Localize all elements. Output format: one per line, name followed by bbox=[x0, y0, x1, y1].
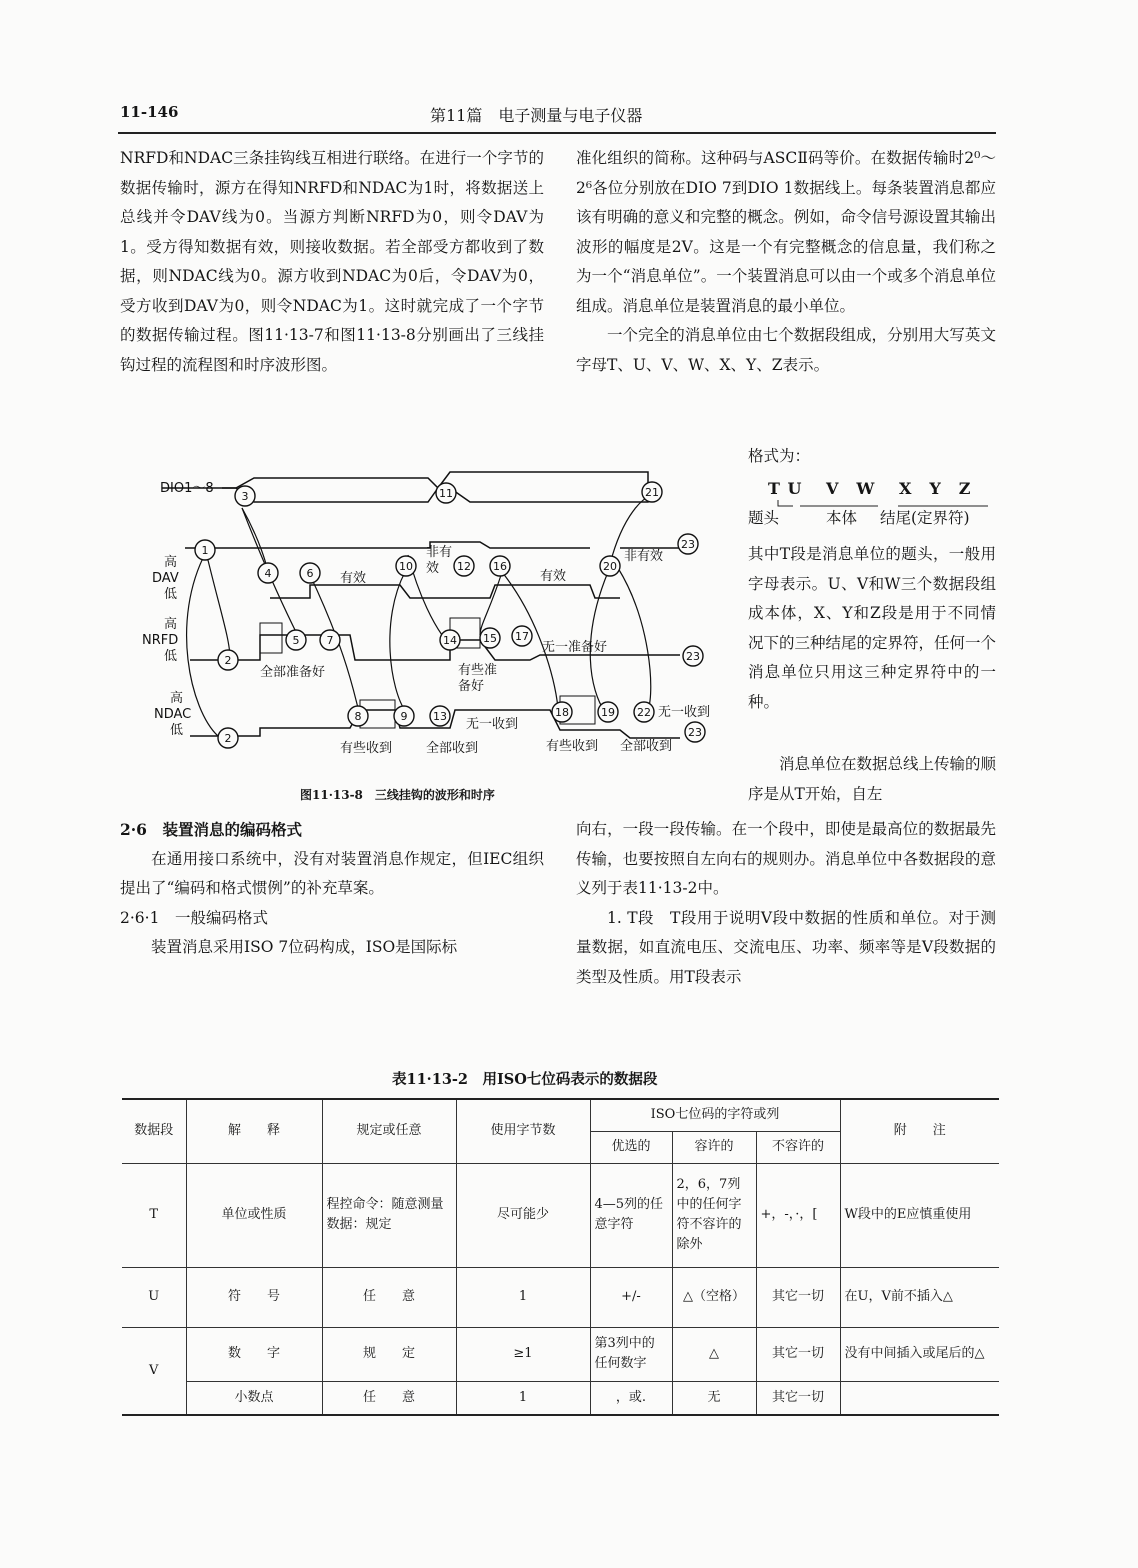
label-some-received-2: 有些收到 bbox=[546, 739, 599, 754]
dav-high: 高 bbox=[164, 555, 178, 570]
section-2-6-1: 2·6·1 一般编码格式 bbox=[120, 908, 268, 927]
cell-seg: U bbox=[122, 1267, 186, 1327]
node-label: 23 bbox=[688, 726, 702, 739]
label-some-received-1: 有些收到 bbox=[340, 741, 393, 756]
node-label: 22 bbox=[637, 706, 651, 719]
cell-preferred: ，或. bbox=[590, 1381, 672, 1415]
signal-dav: DAV bbox=[152, 571, 179, 586]
table-row bbox=[122, 1267, 999, 1327]
cell-bytes: 1 bbox=[456, 1381, 590, 1415]
cell-bytes: ≥1 bbox=[456, 1327, 590, 1381]
ndac-high: 高 bbox=[170, 691, 184, 706]
left-paragraph-1: NRFD和NDAC三条挂钩线互相进行联络。在进行一个字节的数据传输时，源方在得知NRFD和NDAC为1时，将数据送上总线并令DAV线为0。当源方判断NRFD为0，则令DAV为1。受方得知数据有效，则接收数据。若全部受方都收到了数据，则NDAC线为0。源方收到NDAC为0后，令DAV为0，受方收到DAV为0，则令NDAC为1。这时就完成了一个字节的数据传输过程。图11·13-7和图11·13-8分别画出了三线挂钩过程的流程图和时序波形图。 bbox=[120, 149, 544, 374]
label-none-received-1: 无一收到 bbox=[466, 717, 519, 732]
node-label: 4 bbox=[264, 567, 272, 580]
cell-explain: 符 号 bbox=[186, 1267, 322, 1327]
cell-seg: V bbox=[122, 1327, 186, 1415]
node-label: 9 bbox=[400, 710, 408, 723]
page-number: 11-146 bbox=[120, 103, 179, 121]
node-label: 17 bbox=[515, 630, 529, 643]
node-label: 19 bbox=[601, 706, 615, 719]
label-not-valid: 非有效 bbox=[624, 549, 664, 564]
figure-caption: 图11·13-8 三线挂钩的波形和时序 bbox=[300, 788, 495, 802]
cell-disallowed: 其它一切 bbox=[756, 1267, 840, 1327]
th-rule: 规定或任意 bbox=[322, 1099, 456, 1163]
header-rule bbox=[118, 132, 996, 134]
running-title: 第11篇 电子测量与电子仪器 bbox=[430, 106, 643, 125]
signal-dio: DIO1～8 bbox=[160, 481, 214, 496]
cell-preferred: 第3列中的任何数字 bbox=[590, 1327, 672, 1381]
cell-seg: T bbox=[122, 1163, 186, 1267]
cell-disallowed: +，-，·，[ bbox=[756, 1163, 840, 1267]
side-paragraph-text: 其中T段是消息单位的题头，一般用字母表示。U、V和W三个数据段组成本体，X、Y和Z段是用于不同情况下的三种结尾的定界符，任何一个消息单位只用这三种定界符中的一种。 bbox=[748, 545, 997, 711]
label-some-ready-a: 有些准 bbox=[458, 663, 498, 678]
node-label: 21 bbox=[645, 486, 659, 499]
cell-bytes: 1 bbox=[456, 1267, 590, 1327]
node-label: 11 bbox=[439, 487, 453, 500]
node-label: 6 bbox=[306, 567, 314, 580]
label-all-received-1: 全部收到 bbox=[426, 741, 479, 756]
left-paragraph-2: 在通用接口系统中，没有对装置消息作规定，但IEC组织提出了“编码和格式惯例”的补充草案。 bbox=[120, 849, 544, 897]
cell-allowed: △（空格） bbox=[672, 1267, 756, 1327]
th-note: 附 注 bbox=[840, 1099, 999, 1163]
right-lower bbox=[576, 815, 996, 992]
right-paragraph-4: 1. T段 T段用于说明V段中数据的性质和单位。对于测量数据，如直流电压、交流电压、功率、频率等是V段数据的类型及性质。用T段表示 bbox=[576, 908, 996, 986]
cell-allowed: 2，6，7列中的任何字符不容许的除外 bbox=[672, 1163, 756, 1267]
node-label: 1 bbox=[201, 544, 209, 557]
node-label: 10 bbox=[399, 560, 413, 573]
right-side-paragraph bbox=[748, 540, 996, 717]
cell-note: 在U，V前不插入△ bbox=[840, 1267, 999, 1327]
th-preferred: 优选的 bbox=[590, 1131, 672, 1163]
node-label: 23 bbox=[681, 538, 695, 551]
node-circles bbox=[195, 482, 705, 748]
node-label: 14 bbox=[443, 634, 457, 647]
label-not-valid-2l-b: 效 bbox=[426, 561, 440, 576]
th-bytes: 使用字节数 bbox=[456, 1099, 590, 1163]
label-all-received-2: 全部收到 bbox=[620, 739, 673, 754]
right-paragraph-1: 准化组织的简称。这种码与ASCⅡ码等价。在数据传输时2⁰～2⁶各位分别放在DIO 7到DIO 1数据线上。每条装置消息都应该有明确的意义和完整的概念。例如，命令信号源设置其输出波形的幅度是2V。这是一个有完整概念的信息量，我们称之为一个“消息单位”。一个装置消息可以由一个或多个消息单位组成。消息单位是装置消息的最小单位。 bbox=[576, 149, 996, 315]
th-iso: ISO七位码的字符或列 bbox=[590, 1099, 840, 1131]
node-label: 18 bbox=[555, 706, 569, 719]
cell-note bbox=[840, 1381, 999, 1415]
node-label: 2 bbox=[224, 732, 232, 745]
cell-rule: 任 意 bbox=[322, 1381, 456, 1415]
node-label: 12 bbox=[457, 560, 471, 573]
format-letters: T U V W X Y Z bbox=[768, 479, 972, 498]
label-valid-2: 有效 bbox=[540, 569, 567, 584]
left-column bbox=[120, 144, 544, 380]
table-title: 表11·13-2 用ISO七位码表示的数据段 bbox=[392, 1071, 658, 1088]
cell-note: W段中的E应慎重使用 bbox=[840, 1163, 999, 1267]
node-label: 16 bbox=[493, 560, 507, 573]
signal-nrfd: NRFD bbox=[142, 633, 179, 648]
right-paragraph-2: 一个完全的消息单位由七个数据段组成，分别用大写英文字母T、U、V、W、X、Y、Z表示。 bbox=[576, 326, 996, 374]
label-all-ready: 全部准备好 bbox=[260, 665, 326, 680]
right-column bbox=[576, 144, 996, 380]
node-label: 15 bbox=[483, 632, 497, 645]
format-intro: 格式为： bbox=[748, 447, 811, 465]
cell-preferred: 4—5列的任意字符 bbox=[590, 1163, 672, 1267]
cell-allowed: 无 bbox=[672, 1381, 756, 1415]
cell-explain: 单位或性质 bbox=[186, 1163, 322, 1267]
label-some-ready-b: 备好 bbox=[458, 679, 485, 694]
cell-note: 没有中间插入或尾后的△ bbox=[840, 1327, 999, 1381]
label-not-valid-2l-a: 非有 bbox=[426, 545, 453, 560]
cell-rule: 任 意 bbox=[322, 1267, 456, 1327]
node-label: 5 bbox=[292, 634, 300, 647]
th-segment: 数据段 bbox=[122, 1099, 186, 1163]
th-disallowed: 不容许的 bbox=[756, 1131, 840, 1163]
table-row bbox=[122, 1327, 999, 1381]
node-label: 20 bbox=[603, 560, 617, 573]
format-body-label: 本体 bbox=[826, 509, 858, 527]
ndac-low: 低 bbox=[170, 723, 184, 738]
nrfd-high: 高 bbox=[164, 617, 178, 632]
node-label: 13 bbox=[433, 710, 447, 723]
node-label: 3 bbox=[241, 490, 249, 503]
timing-diagram bbox=[142, 460, 711, 780]
node-label: 2 bbox=[224, 654, 232, 667]
label-none-ready: 无一准备好 bbox=[542, 640, 608, 655]
node-label: 7 bbox=[326, 634, 334, 647]
cell-preferred: +/- bbox=[590, 1267, 672, 1327]
signal-ndac: NDAC bbox=[154, 707, 192, 722]
cell-disallowed: 其它一切 bbox=[756, 1381, 840, 1415]
right-paragraph-3a-box bbox=[748, 750, 996, 809]
left-lower bbox=[120, 815, 544, 963]
th-allowed: 容许的 bbox=[672, 1131, 756, 1163]
cell-rule: 程控命令：随意测量数据：规定 bbox=[322, 1163, 456, 1267]
nrfd-low: 低 bbox=[164, 649, 178, 664]
table-row bbox=[122, 1163, 999, 1267]
cell-bytes: 尽可能少 bbox=[456, 1163, 590, 1267]
cell-explain: 数 字 bbox=[186, 1327, 322, 1381]
left-paragraph-3: 装置消息采用ISO 7位码构成，ISO是国际标 bbox=[151, 938, 458, 956]
cell-allowed: △ bbox=[672, 1327, 756, 1381]
section-2-6: 2·6 装置消息的编码格式 bbox=[120, 820, 302, 839]
right-paragraph-3b: 向右，一段一段传输。在一个段中，即使是最高位的数据最先传输，也要按照自左向右的规则办。消息单位中各数据段的意义列于表11·13-2中。 bbox=[576, 820, 996, 897]
label-valid-1: 有效 bbox=[340, 571, 367, 586]
cell-disallowed: 其它一切 bbox=[756, 1327, 840, 1381]
dav-low: 低 bbox=[164, 587, 178, 602]
data-segment-table bbox=[122, 1098, 999, 1416]
cell-explain: 小数点 bbox=[186, 1381, 322, 1415]
label-none-received-2: 无一收到 bbox=[658, 705, 711, 720]
format-tail-label: 结尾(定界符) bbox=[880, 509, 970, 527]
cell-rule: 规 定 bbox=[322, 1327, 456, 1381]
node-label: 8 bbox=[354, 710, 362, 723]
right-paragraph-3a: 消息单位在数据总线上传输的顺序是从T开始，自左 bbox=[748, 755, 997, 803]
table-row bbox=[122, 1381, 999, 1415]
format-head-label: 题头 bbox=[748, 509, 780, 527]
th-explain: 解 释 bbox=[186, 1099, 322, 1163]
node-label: 23 bbox=[686, 650, 700, 663]
